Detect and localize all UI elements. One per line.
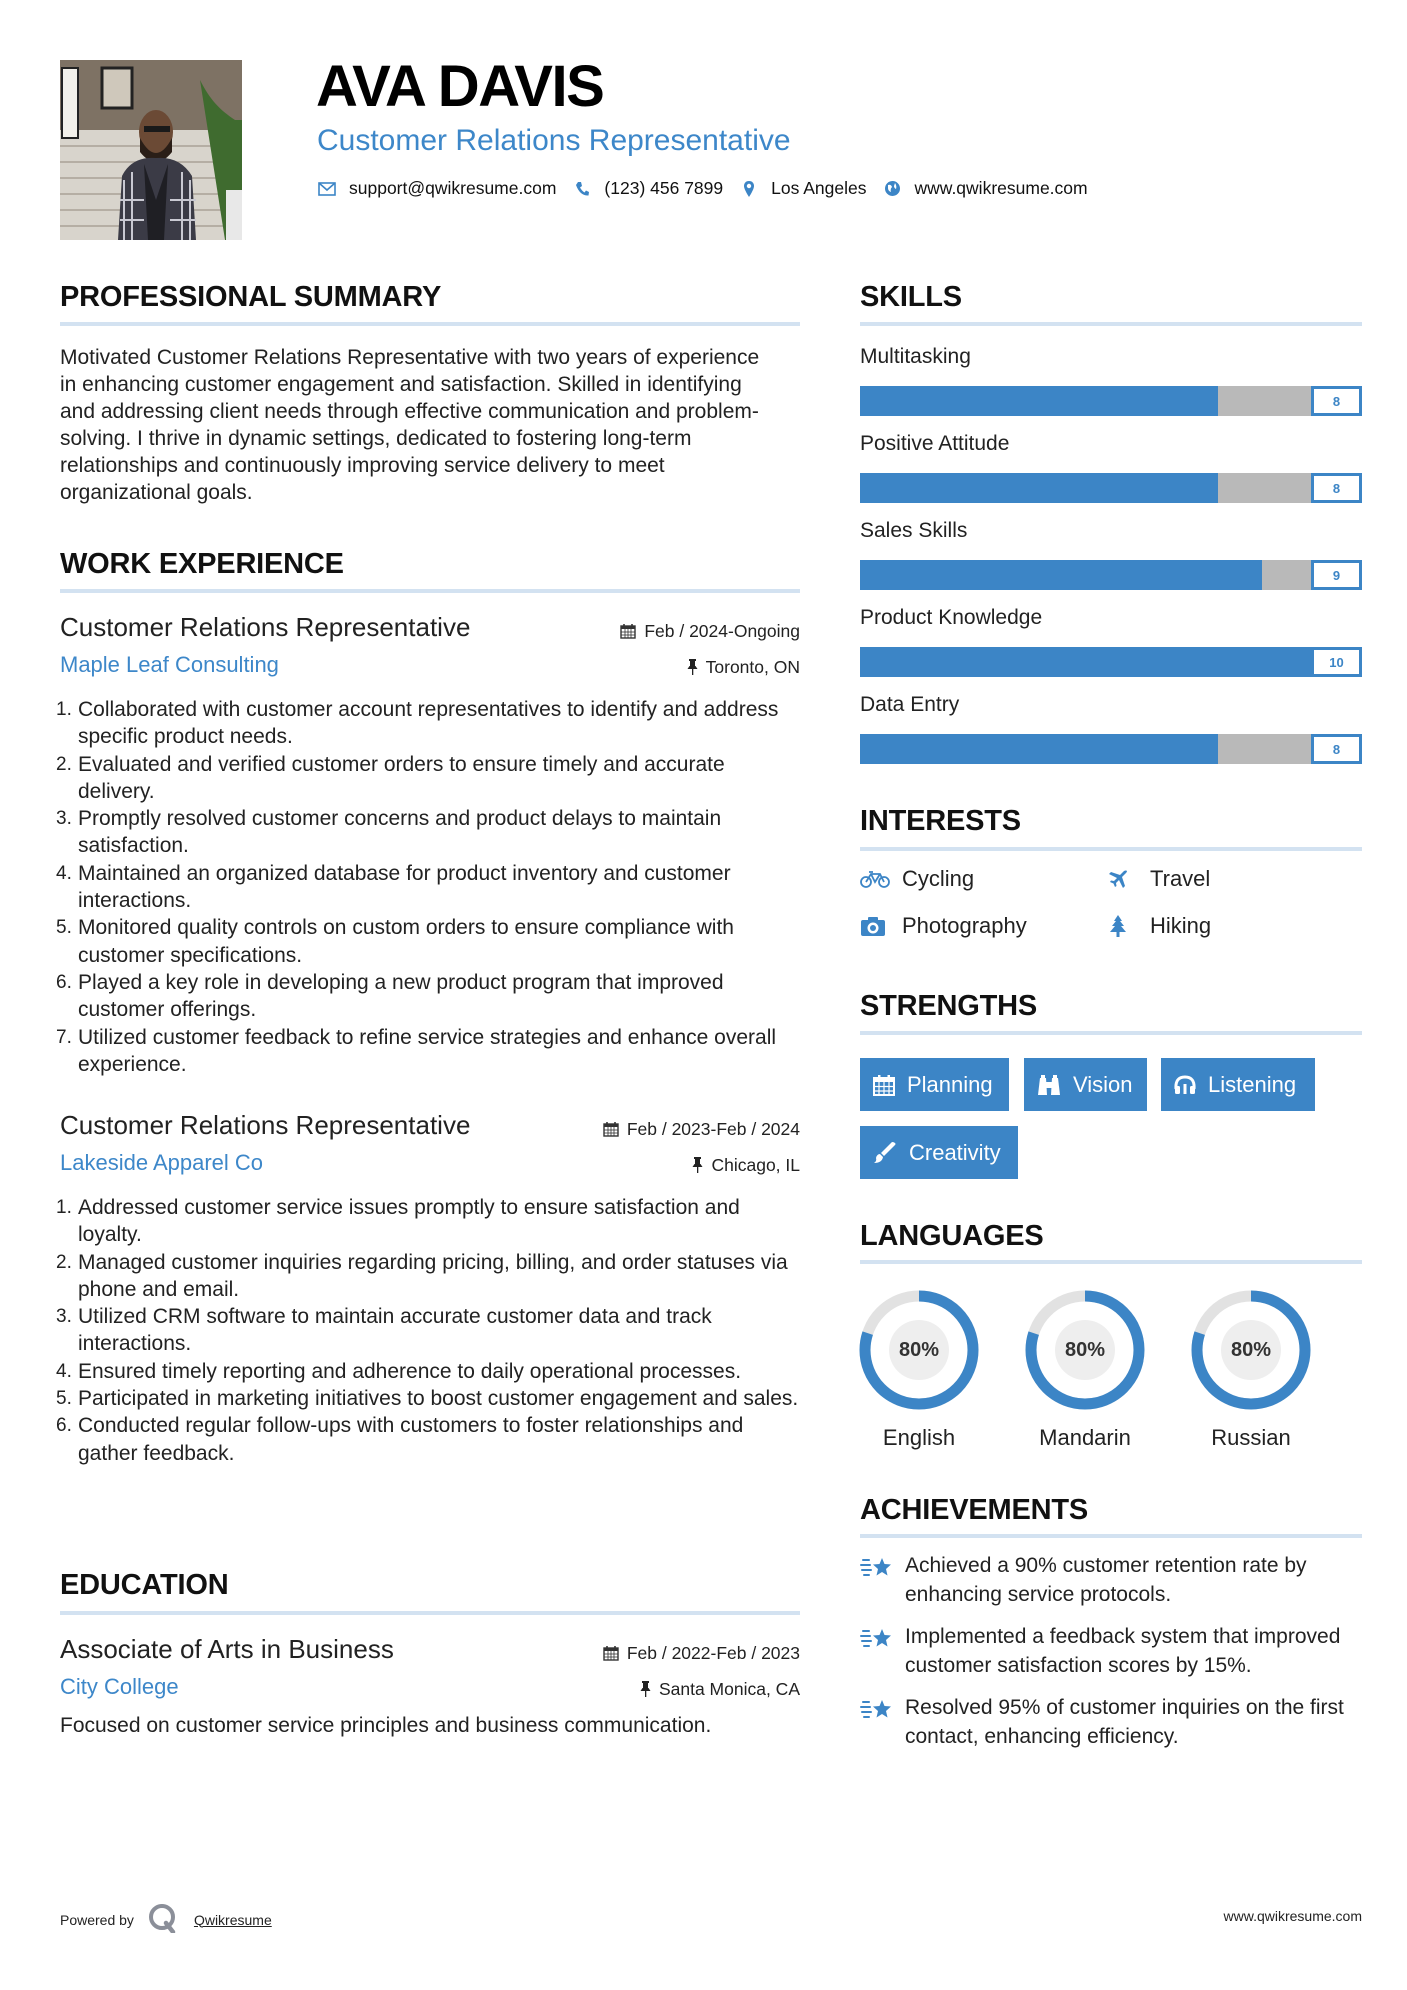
strength-chip-vision [1024,1058,1147,1111]
contact-website[interactable] [883,178,1088,199]
achievements-heading: ACHIEVEMENTS [860,1494,1089,1526]
skill-label: Positive Attitude [860,432,1010,455]
school-name: City College [60,1674,179,1699]
strength-label: Vision [1073,1071,1133,1097]
duty-item: 2. Evaluated and verified customer orders to ensure timely and accurate delivery. [56,752,725,803]
education-location [640,1678,800,1699]
qwikresume-logo-icon [148,1903,178,1936]
job-dates [603,1118,800,1139]
shooting-star-icon [860,1623,905,1680]
skill-item [860,694,1362,764]
job-location-text: Toronto, ON [705,656,800,677]
strength-label: Listening [1208,1071,1297,1097]
calendar-icon [620,623,636,639]
job-entry [56,1110,800,1467]
job-duties [56,696,800,1078]
skill-bar [860,647,1362,677]
interest-item [860,866,974,892]
phone-icon [572,179,592,199]
job-location [692,1154,800,1175]
contact-location [739,178,866,199]
strength-label: Planning [907,1071,993,1097]
bicycle-icon [860,870,892,888]
qwikresume-link[interactable]: Qwikresume [193,1911,272,1928]
job-duties [56,1194,800,1467]
duty-item: 5. Participated in marketing initiatives to boost customer engagement and sales. [56,1387,799,1411]
education-divider [60,1611,800,1615]
language-percent: 80% [1055,1320,1115,1380]
education-dates-text: Feb / 2022-Feb / 2023 [626,1642,800,1663]
duty-item: 7. Utilized customer feedback to refine service strategies and enhance overall experience. [56,1025,777,1076]
education-location-text: Santa Monica, CA [658,1678,800,1699]
interest-item [860,913,1027,939]
contact-website-text: www.qwikresume.com [914,178,1088,198]
profile-photo [60,60,242,240]
skill-value: 10 [1311,647,1362,677]
duty-item: 6. Conducted regular follow-ups with customers to foster relationships and gather feedback. [56,1414,744,1465]
summary-text: Motivated Customer Relations Representative with two years of experience in enhancing customer engagement and satisfaction. Skilled in identifying and addressing client needs through effective communication and problem-solving. I thrive in dynamic settings, dedicated to fostering long-term relationships and continuously improving service delivery to meet organizational goals. [60,346,760,504]
skill-bar-fill [860,734,1218,764]
achievement-item [860,1694,1362,1751]
interests-heading: INTERESTS [860,805,1021,837]
skill-item [860,607,1362,677]
strength-chip-listening [1161,1058,1315,1111]
envelope-icon [317,179,337,199]
skill-label: Sales Skills [860,519,968,542]
camera-icon [860,915,892,937]
language-item [1024,1289,1146,1451]
duty-item: 6. Played a key role in developing a new product program that improved customer offerings. [56,970,724,1022]
powered-by-label: Powered by [60,1911,134,1928]
calendar-icon [603,1121,619,1137]
calendar-icon [873,1074,895,1096]
duty-item: 4. Ensured timely reporting and adherence to daily operational processes. [56,1359,742,1383]
job-location [687,656,800,677]
skill-label: Product Knowledge [860,606,1043,629]
language-percent: 80% [889,1320,949,1380]
summary-divider [60,322,800,326]
summary-heading: PROFESSIONAL SUMMARY [60,281,442,313]
job-title: Customer Relations Representative [60,1110,471,1140]
strength-chip-creativity [860,1126,1018,1179]
skill-item [860,520,1362,590]
language-progress-ring [858,1289,980,1411]
duty-item: 3. Promptly resolved customer concerns and product delays to maintain satisfaction. [56,807,722,858]
language-percent: 80% [1221,1320,1281,1380]
skill-bar-fill [860,386,1218,416]
footer-powered-by [60,1903,272,1936]
strengths-divider [860,1031,1362,1035]
calendar-icon [603,1645,619,1661]
language-label: Russian [1211,1425,1291,1450]
interests-divider [860,847,1362,851]
skill-bar-fill [860,560,1262,590]
job-title: Customer Relations Representative [60,612,471,642]
strength-chip-planning [860,1058,1009,1111]
strengths-heading: STRENGTHS [860,990,1038,1022]
footer-url[interactable]: www.qwikresume.com [1223,1908,1362,1924]
globe-icon [883,179,903,199]
job-dates-text: Feb / 2024-Ongoing [644,620,800,641]
skill-label: Data Entry [860,693,960,716]
achievement-text: Implemented a feedback system that improved customer satisfaction scores by 15%. [905,1625,1341,1677]
skill-value: 9 [1311,560,1362,590]
map-marker-icon [739,179,759,199]
skills-heading: SKILLS [860,281,962,313]
job-location-text: Chicago, IL [711,1154,800,1175]
achievements-divider [860,1534,1362,1538]
interest-item [1108,913,1211,939]
education-description: Focused on customer service principles and business communication. [60,1714,712,1737]
skill-bar-fill [860,647,1362,677]
language-item [858,1289,980,1451]
interest-label: Travel [1150,866,1211,891]
languages-divider [860,1260,1362,1264]
duty-item: 4. Maintained an organized database for product inventory and customer interactions. [56,861,731,913]
shooting-star-icon [860,1694,905,1751]
pushpin-icon [640,1681,651,1697]
achievement-item [860,1623,1362,1680]
binoculars-icon [1037,1074,1061,1096]
duty-item: 5. Monitored quality controls on custom orders to ensure compliance with customer specifications. [56,916,734,967]
education-dates [603,1642,800,1663]
job-dates-text: Feb / 2023-Feb / 2024 [626,1118,800,1139]
education-entry [60,1636,800,1739]
interest-label: Photography [902,913,1027,938]
experience-divider [60,589,800,593]
job-dates [620,620,800,641]
skill-item [860,433,1362,503]
contact-phone[interactable] [572,178,723,199]
skill-bar-fill [860,473,1218,503]
skill-value: 8 [1311,386,1362,416]
language-progress-ring [1024,1289,1146,1411]
contact-phone-text: (123) 456 7899 [604,178,724,198]
skill-value: 8 [1311,734,1362,764]
language-label: English [882,1425,956,1450]
skill-item [860,346,1362,416]
duty-item: 1. Addressed customer service issues promptly to ensure satisfaction and loyalty. [56,1196,740,1247]
tree-icon [1108,914,1140,938]
strength-label: Creativity [909,1139,1001,1165]
language-progress-ring [1190,1289,1312,1411]
achievements-list [860,1552,1362,1751]
interest-label: Hiking [1150,913,1212,938]
interest-item [1108,866,1210,892]
contact-bar [317,178,1104,199]
languages-heading: LANGUAGES [860,1220,1044,1252]
candidate-title: Customer Relations Representative [317,124,791,157]
company-name: Maple Leaf Consulting [60,652,279,677]
shooting-star-icon [860,1552,905,1609]
plane-icon [1108,869,1140,889]
contact-email[interactable] [317,178,556,199]
skill-bar [860,473,1362,503]
contact-email-text: support@qwikresume.com [349,178,557,198]
company-name: Lakeside Apparel Co [60,1150,264,1175]
achievement-item [860,1552,1362,1609]
skill-label: Multitasking [860,345,971,368]
candidate-name: AVA DAVIS [316,54,604,119]
contact-location-text: Los Angeles [771,178,867,198]
education-heading: EDUCATION [60,1569,229,1601]
skill-bar [860,734,1362,764]
achievement-text: Resolved 95% of customer inquiries on the first contact, enhancing efficiency. [905,1696,1344,1748]
skills-divider [860,322,1362,326]
paintbrush-icon [873,1142,897,1164]
skill-bar [860,560,1362,590]
degree-title: Associate of Arts in Business [60,1634,394,1664]
achievement-text: Achieved a 90% customer retention rate by enhancing service protocols. [905,1554,1307,1606]
skill-value: 8 [1311,473,1362,503]
skill-bar [860,386,1362,416]
duty-item: 3. Utilized CRM software to maintain accurate customer data and track interactions. [56,1305,712,1356]
language-label: Mandarin [1039,1425,1131,1450]
duty-item: 2. Managed customer inquiries regarding pricing, billing, and order statuses via phone and email. [56,1250,788,1301]
language-item [1190,1289,1312,1451]
interest-label: Cycling [902,866,975,891]
pushpin-icon [692,1157,703,1173]
headphones-icon [1174,1075,1196,1095]
duty-item: 1. Collaborated with customer account representatives to identify and address specific product needs. [56,698,779,749]
experience-heading: WORK EXPERIENCE [60,548,344,580]
job-entry [56,612,800,1078]
pushpin-icon [687,659,698,675]
